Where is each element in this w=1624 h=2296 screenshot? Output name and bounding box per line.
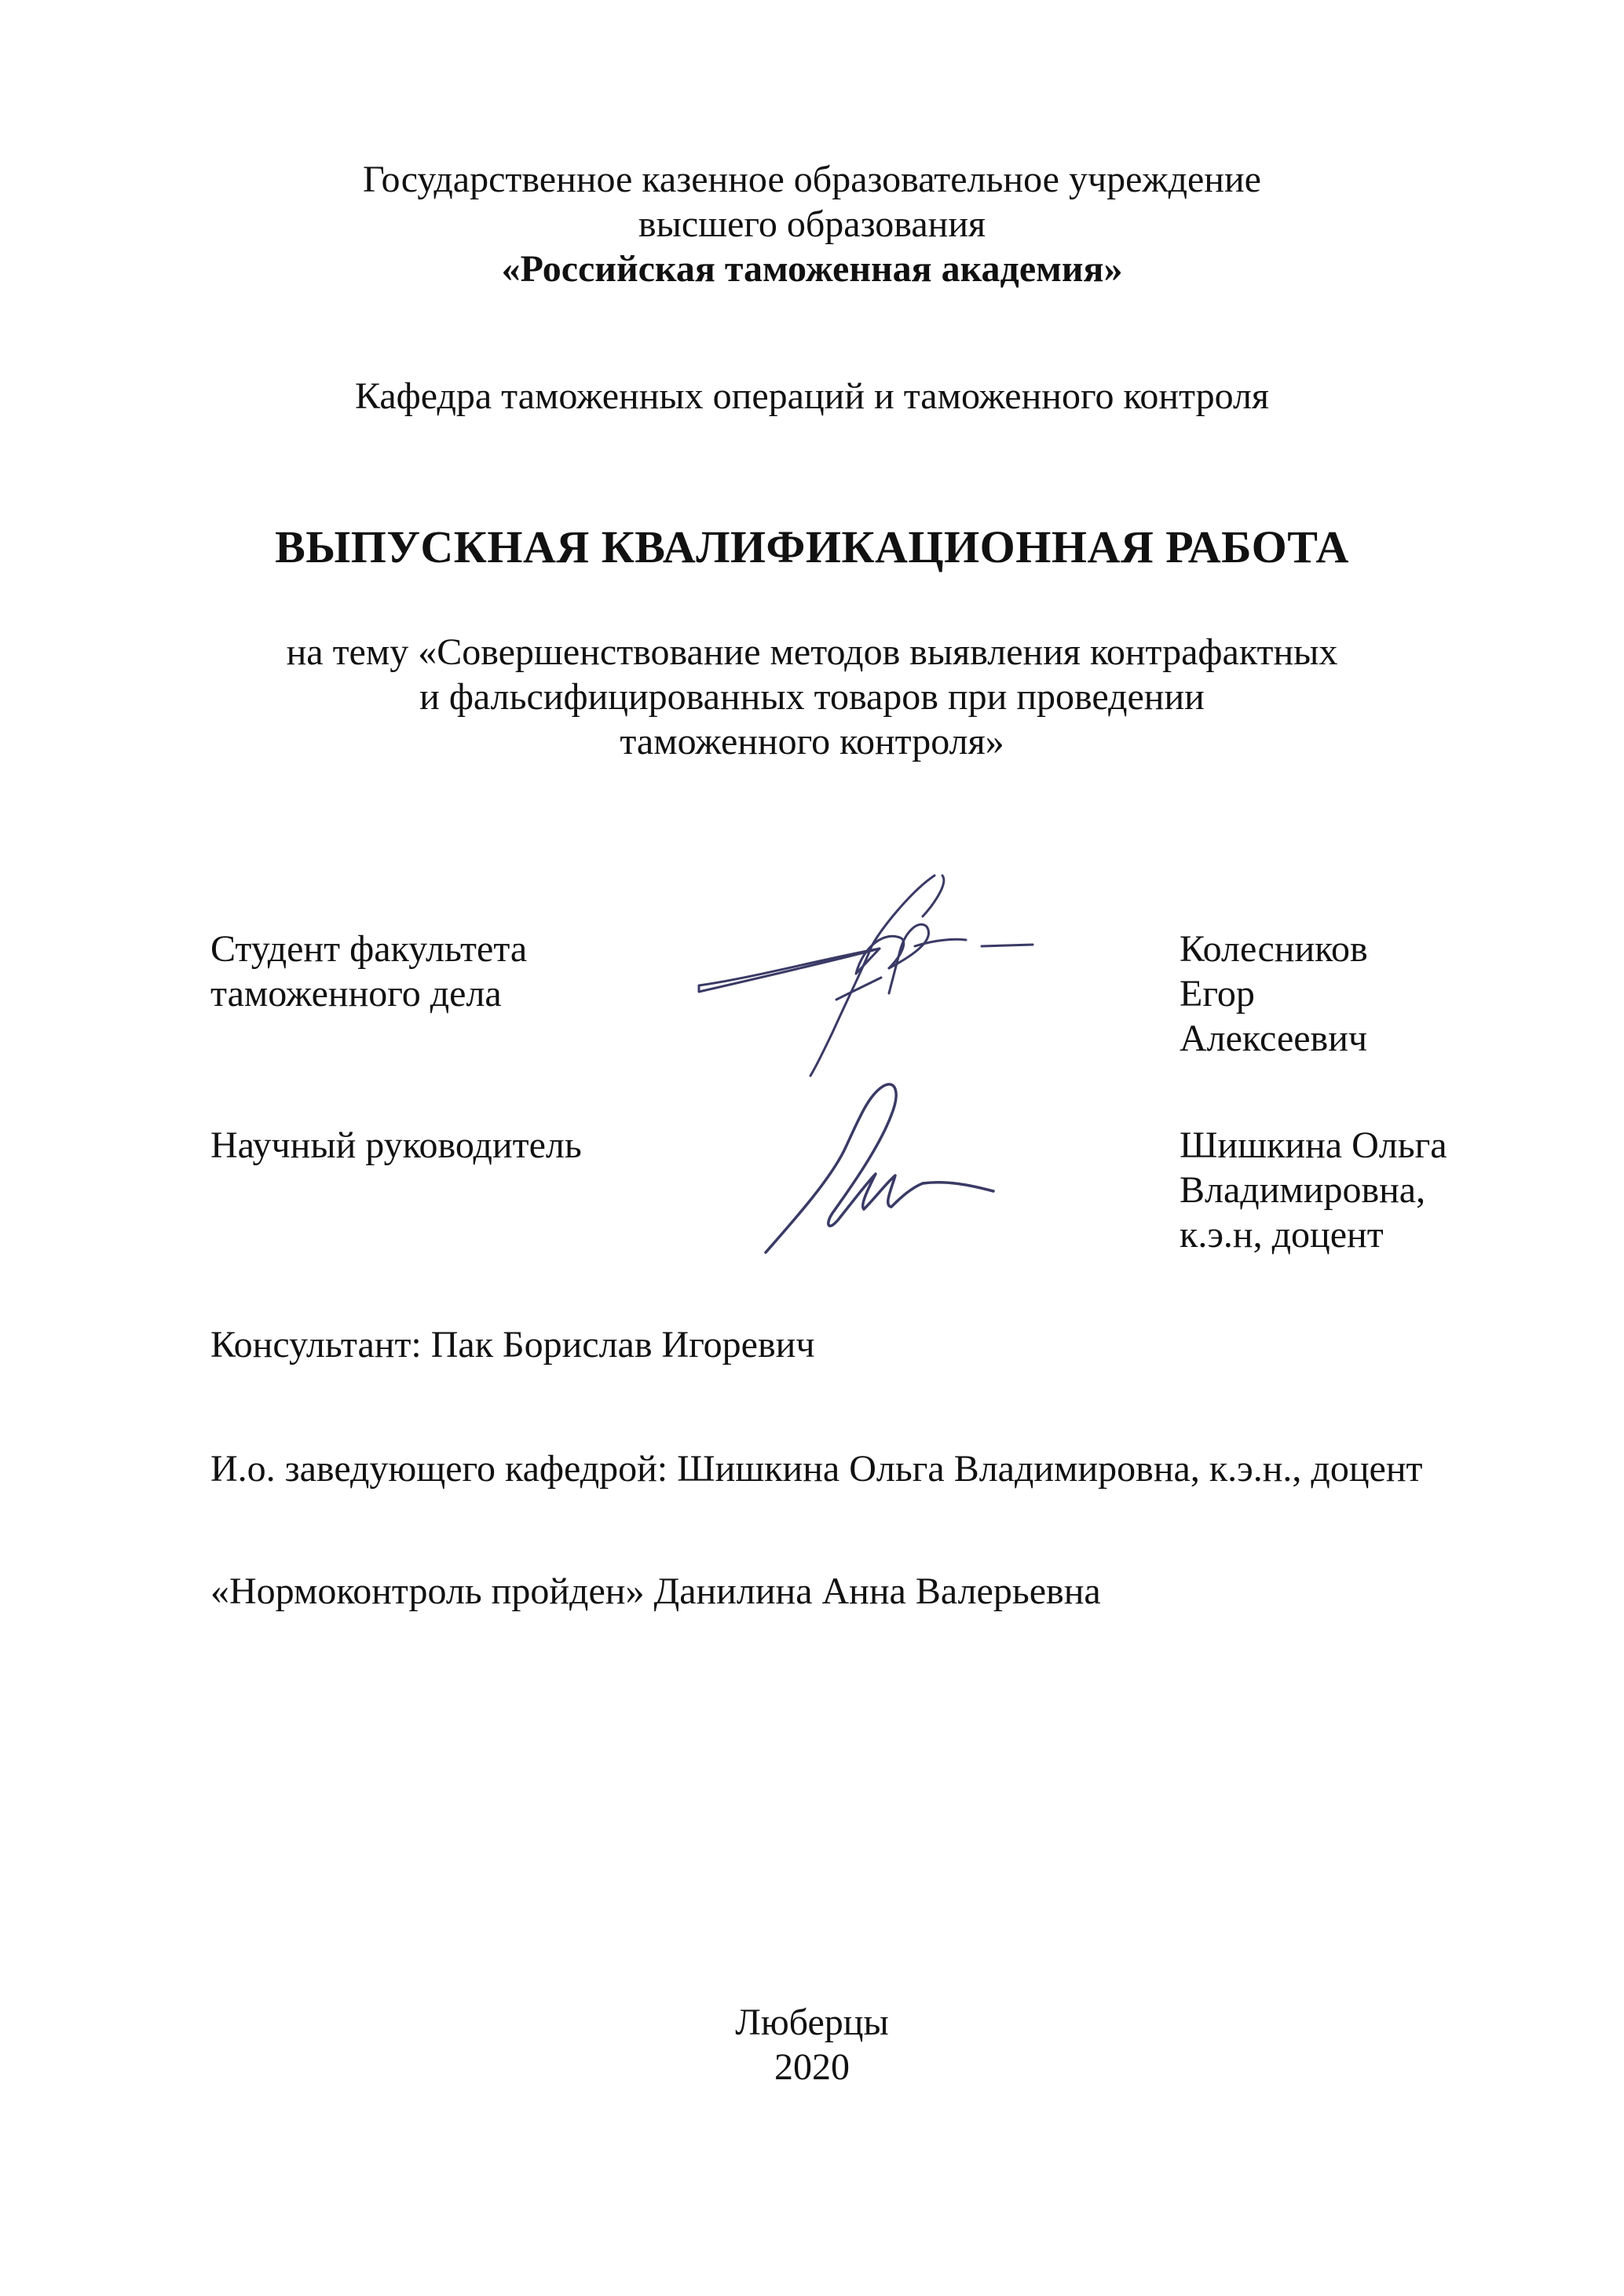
work-title-text: ВЫПУСКНАЯ КВАЛИФИКАЦИОННАЯ РАБОТА xyxy=(275,521,1349,572)
student-role-line-2: таможенного дела xyxy=(210,973,502,1015)
institution-line-1: Государственное казенное образовательное учреждение xyxy=(363,159,1261,200)
student-name-line-3: Алексеевич xyxy=(1180,1018,1368,1059)
head-of-department-line: И.о. заведующего кафедрой: Шишкина Ольга Владимировна, к.э.н., доцент xyxy=(210,1448,1423,1490)
student-signature xyxy=(683,868,1052,1091)
supervisor-name-line-2: Владимировна, xyxy=(1180,1169,1426,1211)
year: 2020 xyxy=(774,2046,850,2088)
student-role-line-1: Студент факультета xyxy=(210,928,528,970)
footer xyxy=(0,2000,1624,2089)
supervisor-signature xyxy=(758,1072,1009,1264)
student-name xyxy=(1180,927,1368,1061)
supervisor-name-line-1: Шишкина Ольга xyxy=(1180,1124,1447,1166)
topic-line-1: на тему «Совершенствование методов выявления контрафактных xyxy=(286,631,1338,673)
student-name-line-2: Егор xyxy=(1180,973,1255,1015)
student-name-line-1: Колесников xyxy=(1180,928,1368,970)
institution-name: «Российская таможенная академия» xyxy=(501,248,1123,290)
city: Люберцы xyxy=(735,2002,889,2043)
consultant-line: Консультант: Пак Борислав Игоревич xyxy=(210,1324,815,1366)
supervisor-role xyxy=(210,1123,582,1168)
student-role xyxy=(210,927,527,1016)
department-name xyxy=(0,374,1624,419)
supervisor-degree: к.э.н, доцент xyxy=(1180,1214,1384,1256)
department-label: Кафедра таможенных операций и таможенного контроля xyxy=(354,375,1270,417)
institution-header xyxy=(0,157,1624,291)
topic-line-3: таможенного контроля» xyxy=(620,721,1004,762)
work-title xyxy=(0,520,1624,575)
supervisor-name xyxy=(1180,1123,1447,1257)
topic-line-2: и фальсифицированных товаров при проведении xyxy=(419,676,1205,718)
thesis-topic xyxy=(0,630,1624,764)
institution-line-2: высшего образования xyxy=(638,203,986,245)
normcontrol-line: «Нормоконтроль пройден» Данилина Анна Валерьевна xyxy=(210,1570,1101,1612)
supervisor-role-label: Научный руководитель xyxy=(210,1124,582,1166)
